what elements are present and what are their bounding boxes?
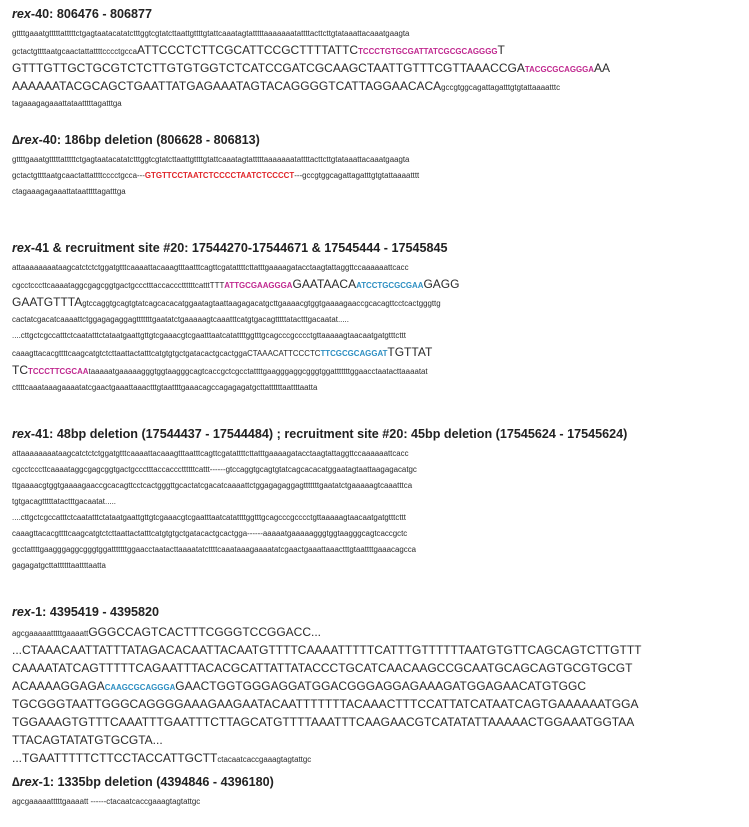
gene-name: rex [12, 605, 31, 619]
sequence-segment: TGGAAAGTGTTTCAAATTTGAATTTCTTAGCATGTTTTAAATTTCAAGAACGTCATATATTAAAAACTGGAAATGGTAA [12, 715, 635, 729]
sequence-segment: ACAAAAGGAGA [12, 679, 105, 693]
sequence-line [12, 344, 742, 362]
sequence-segment: TC [12, 363, 28, 377]
sequence-segment: ---gccgtggcagattagatttgtgtattaaaatttt [294, 171, 420, 180]
sequence-line [12, 526, 742, 542]
sequence-line [12, 542, 742, 558]
section-rex1 [12, 604, 742, 768]
sequence-segment: taaaaatgaaaaagggtggtaagggcagtcaccgctcgcctattttgaagggaggcgggtggatttttttggaacctaatacttaaaatat [88, 367, 428, 376]
sequence-segment: tagaaagagaaattataatttttagatttga [12, 99, 122, 108]
sequence-segment: T [497, 43, 505, 57]
sequence-segment: ...TGAATTTTTCTTCCTACCATTGCTT [12, 751, 218, 765]
section-rex40 [12, 6, 742, 112]
motif-magenta: TCCCTTCGCAA [28, 367, 89, 376]
sequence-line [12, 168, 742, 184]
heading-delta-rex40 [12, 132, 742, 148]
sequence-line [12, 42, 742, 60]
sequence-segment: ATTCCCTCTTCGCATTCCGCTTTTATTC [137, 43, 359, 57]
heading-text: -40: 806476 - 806877 [30, 7, 153, 21]
sequence-segment: ttgaaaacgtggtgaaaagaaccgcacagttcctcactgggttgcactatcgacatcaaaattctggagagaggagtttttttgaatatctgaaaaagtcaaatttca [12, 481, 413, 490]
sequence-line [12, 312, 742, 328]
sequence-line [12, 750, 742, 768]
sequence-segment: gctactgttttaatgcaactattattttcccctgcca [12, 47, 137, 56]
sequence-segment: agcgaaaaatttttgaaaatt [12, 629, 89, 638]
sequence-line [12, 642, 742, 660]
heading-text: -1: 1335bp deletion (4394846 - 4396180) [38, 775, 274, 789]
sequence-line [12, 446, 742, 462]
sequence-delta-rex1 [12, 794, 742, 810]
sequence-segment: cgcctcccttcaaaataggcgagcggtgactgccctttaccacccttttttcatttTTT [12, 281, 225, 290]
heading-text: -1: 4395419 - 4395820 [30, 605, 160, 619]
sequence-segment: gttttgaaatgtttttatttttctgagtaatacatatctttggtcgtatcttaattgttttgtattcaaatagtatttttaaaaaaatattttacttcttgtataaattacaaatgaagta [12, 155, 410, 164]
section-rex41-deletion [12, 426, 742, 574]
delta-symbol: ∆ [12, 133, 20, 147]
sequence-segment: GTTTGTTGCTGCGTCTCTTGTGTGGTCTCATCCGATCGCAAGCTAATTGTTTCGTTAAACCGA [12, 61, 525, 75]
sequence-segment: GAGG [423, 277, 460, 291]
sequence-segment: gagagatgcttattttttaattttaatta [12, 561, 106, 570]
sequence-rex41-deletion [12, 446, 742, 574]
sequence-line [12, 362, 742, 380]
sequence-segment: tgtgacagtttttatactttgacaatat..... [12, 497, 116, 506]
sequence-line [12, 696, 742, 714]
motif-magenta: TACGCGCAGGGA [524, 65, 594, 74]
sequence-segment: ....cttgctcgccatttctcaatatttctataatgaattgttgtcgaaacgtcgaatttaatcatattttggtttgcagcccgcccctgttaaaaagtaacaatgatgtttcttt [12, 331, 406, 340]
sequence-segment: gtccaggtgcagtgtatcagcacacatggaatagtaattaagagacatgcttgaaaacgtggtgaaaagaaccgcacagttcctcactgggttg [82, 299, 441, 308]
sequence-line [12, 26, 742, 42]
sequence-segment: GAATGTTTA [12, 295, 83, 309]
sequence-line [12, 184, 742, 200]
sequence-rex40 [12, 26, 742, 112]
sequence-line [12, 380, 742, 396]
sequence-line [12, 462, 742, 478]
sequence-line [12, 494, 742, 510]
sequence-rex41 [12, 260, 742, 396]
sequence-segment: ctacaatcaccgaaagtagtattgc [217, 755, 312, 764]
sequence-segment: gctactgttttaatgcaactattattttcccctgcca--- [12, 171, 145, 180]
sequence-rex1 [12, 624, 742, 768]
sequence-line [12, 96, 742, 112]
motif-magenta: TCCCTGTGCGATT [358, 47, 428, 56]
motif-blue: TTCGCGCAGGAT [320, 349, 388, 358]
sequence-segment: CAAAATATCAGTTTTTCAGAATTTACACGCATTATTATACCCTGCATCAACAAGCCGCAATGCAGCAGTGCGTGCGT [12, 661, 633, 675]
sequence-segment: caaagttacacgttttcaagcatgtctcttaattactatttcatgtgtgctgatacactgcactggaCTAAACATTCCCTC [12, 349, 321, 358]
sequence-segment: AAAAAATACGCAGCTGAATTATGAGAAATAGTACAGGGGTCATTAGGAACACA [12, 79, 442, 93]
sequence-segment: GGGCCAGTCACTTTCGGGTCCGGACC... [88, 625, 322, 639]
heading-text: -41 & recruitment site #20: 17544270-17544671 & 17545444 - 17545845 [30, 241, 448, 255]
sequence-segment: GAACTGGTGGGAGGATGGACGGGAGGAGAAAGATGGAGAACATGTGGC [175, 679, 586, 693]
sequence-segment: cactatcgacatcaaaattctggagagaggagtttttttgaatatctgaaaaagtcaaatttcatgtgacagtttttatactttgacaatat..... [12, 315, 349, 324]
section-rex41 [12, 240, 742, 396]
heading-rex41 [12, 240, 742, 256]
motif-magenta: ATTGCGAAGGGA [224, 281, 293, 290]
sequence-line [12, 478, 742, 494]
heading-rex40 [12, 6, 742, 22]
sequence-segment: TGCGGGTAATTGGGCAGGGGAAAGAAGAATACAATTTTTTTACAAACTTTCCATTATCATAATCAGTGAAAAAATGGA [12, 697, 639, 711]
sequence-segment: TGTTAT [387, 345, 433, 359]
gene-name: rex [19, 133, 39, 147]
gene-name: rex [12, 7, 31, 21]
delta-symbol: ∆ [12, 775, 20, 789]
sequence-line [12, 328, 742, 344]
heading-delta-rex1 [12, 774, 742, 790]
deleted-region: GTGTTCCTAATCTCCCCTAATCTCCCCT [144, 171, 295, 180]
sequence-segment: ...CTAAACAATTATTTATAGACACAATTACAATGTTTTCAAAATTTTTCATTTGTTTTTTAATGTGTTCAGCAGTCTTGTTT [12, 643, 642, 657]
gene-name: rex [19, 775, 39, 789]
sequence-segment: ctagaaagagaaattataatttttagatttga [12, 187, 126, 196]
sequence-segment: ....cttgctcgccatttctcaatatttctataatgaattgttgtcgaaacgtcgaatttaatcatattttggtttgcagcccgcccctgttaaaaagtaacaatgatgtttcttt [12, 513, 406, 522]
sequence-line [12, 78, 742, 96]
sequence-segment: AA [593, 61, 610, 75]
sequence-line [12, 714, 742, 732]
sequence-line [12, 276, 742, 294]
sequence-segment: attaaaaaaaataagcatctctctggatgtttcaaaattacaaagtttaatttcagttcgatattttcttatttgaaaagatacctaagtattaggttccaaaaaattcacc [12, 449, 409, 458]
sequence-line [12, 794, 742, 810]
section-delta-rex1 [12, 774, 742, 810]
sequence-segment: cttttcaaataaagaaaatatcgaactgaaattaaactttgtaattttgaaacagccagagagatgcttattttttaattttaatta [12, 383, 318, 392]
sequence-segment: gcctattttgaagggaggcgggtggatttttttggaacctaatacttaaaatatcttttcaaataaagaaaatatcgaactgaaattaaactttgtaattttgaaacagcca [12, 545, 417, 554]
sequence-segment: cgcctcccttcaaaataggcgagcggtgactgccctttaccacccttttttcattt------gtccaggtgcagtgtatcagcacacatggaatagtaattaagagacatgc [12, 465, 417, 474]
motif-blue: ATCCTGCGCGAA [356, 281, 424, 290]
sequence-segment: GAATAACA [292, 277, 357, 291]
sequence-line [12, 660, 742, 678]
sequence-line [12, 60, 742, 78]
heading-text: -41: 48bp deletion (17544437 - 17544484) ; recruitment site #20: 45bp deletion (17545624 - 17545624) [30, 427, 628, 441]
sequence-line [12, 294, 742, 312]
heading-text: -40: 186bp deletion (806628 - 806813) [38, 133, 260, 147]
sequence-line [12, 510, 742, 526]
sequence-segment: agcgaaaaatttttgaaaatt ------ctacaatcaccgaaagtagtattgc [12, 797, 201, 806]
sequence-segment: caaagttacacgttttcaagcatgtctcttaattactatttcatgtgtgctgatacactgcactgga------aaaaatgaaaaagggtggtaagggcagtcaccgctc [12, 529, 408, 538]
section-delta-rex40 [12, 132, 742, 200]
heading-rex1 [12, 604, 742, 620]
gene-name: rex [12, 427, 31, 441]
sequence-segment: gccgtggcagattagatttgtgtattaaaatttc [441, 83, 561, 92]
motif-blue: CAAGCGCAGGGA [104, 683, 176, 692]
sequence-segment: TTACAGTATATGTGCGTA... [12, 733, 163, 747]
motif-magenta: ATCGCGCAGGGG [427, 47, 498, 56]
sequence-delta-rex40 [12, 152, 742, 200]
sequence-line [12, 260, 742, 276]
sequence-segment: gttttgaaatgtttttatttttctgagtaatacatatctttggtcgtatcttaattgttttgtattcaaatagtatttttaaaaaaatattttacttcttgtataaattacaaatgaagta [12, 29, 410, 38]
sequence-segment: attaaaaaaaataagcatctctctggatgtttcaaaattacaaagtttaatttcagttcgatattttcttatttgaaaagatacctaagtattaggttccaaaaaattcacc [12, 263, 409, 272]
gene-name: rex [12, 241, 31, 255]
sequence-line [12, 732, 742, 750]
sequence-line [12, 152, 742, 168]
sequence-line [12, 624, 742, 642]
heading-rex41-deletion [12, 426, 742, 442]
sequence-line [12, 558, 742, 574]
sequence-line [12, 678, 742, 696]
